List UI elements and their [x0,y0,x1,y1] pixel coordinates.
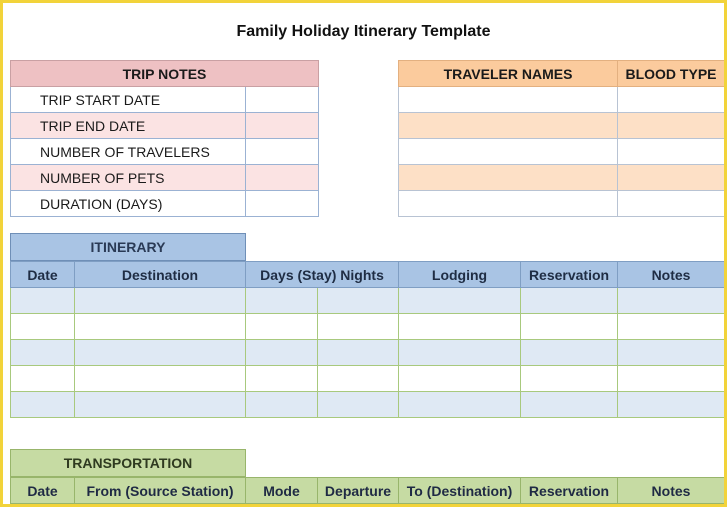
blood-type-cell[interactable] [618,165,725,191]
itinerary-cell[interactable] [618,288,725,314]
table-row [11,314,725,340]
itinerary-cell[interactable] [75,314,246,340]
itinerary-cell[interactable] [75,366,246,392]
itinerary-cell[interactable] [75,340,246,366]
itinerary-cell[interactable] [318,314,399,340]
trip-end-date-label: TRIP END DATE [11,113,246,139]
itinerary-cell[interactable] [618,392,725,418]
itinerary-col-reservation: Reservation [521,262,618,288]
itinerary-cell[interactable] [11,340,75,366]
itinerary-cell[interactable] [75,392,246,418]
number-of-pets-field[interactable] [246,165,319,191]
table-row [11,392,725,418]
itinerary-cell[interactable] [318,366,399,392]
itinerary-cell[interactable] [318,340,399,366]
itinerary-col-lodging: Lodging [399,262,521,288]
transport-col-to: To (Destination) [399,478,521,504]
traveler-name-cell[interactable] [399,87,618,113]
transport-col-reservation: Reservation [521,478,618,504]
transport-col-from: From (Source Station) [75,478,246,504]
itinerary-cell[interactable] [521,288,618,314]
number-of-travelers-label: NUMBER OF TRAVELERS [11,139,246,165]
table-row [11,366,725,392]
traveler-name-cell[interactable] [399,139,618,165]
itinerary-cell[interactable] [399,288,521,314]
transport-col-mode: Mode [246,478,318,504]
trip-end-date-field[interactable] [246,113,319,139]
duration-days-field[interactable] [246,191,319,217]
itinerary-cell[interactable] [11,366,75,392]
itinerary-col-date: Date [11,262,75,288]
traveler-name-cell[interactable] [399,191,618,217]
trip-start-date-label: TRIP START DATE [11,87,246,113]
itinerary-cell[interactable] [618,314,725,340]
itinerary-cell[interactable] [11,392,75,418]
itinerary-cell[interactable] [246,288,318,314]
blood-type-cell[interactable] [618,139,725,165]
itinerary-cell[interactable] [11,288,75,314]
transport-col-departure: Departure [318,478,399,504]
travelers-table [398,60,725,217]
itinerary-cell[interactable] [246,366,318,392]
table-row [11,288,725,314]
duration-days-label: DURATION (DAYS) [11,191,246,217]
table-row [11,340,725,366]
number-of-pets-label: NUMBER OF PETS [11,165,246,191]
itinerary-cell[interactable] [246,340,318,366]
itinerary-table [10,261,725,418]
trip-start-date-field[interactable] [246,87,319,113]
itinerary-cell[interactable] [399,340,521,366]
itinerary-cell[interactable] [521,340,618,366]
itinerary-cell[interactable] [618,366,725,392]
trip-notes-table [10,60,319,217]
transport-col-notes: Notes [618,478,725,504]
itinerary-title: ITINERARY [10,233,246,261]
blood-type-cell[interactable] [618,87,725,113]
trip-notes-header: TRIP NOTES [11,61,319,87]
itinerary-cell[interactable] [399,314,521,340]
transport-col-date: Date [11,478,75,504]
itinerary-cell[interactable] [521,314,618,340]
itinerary-cell[interactable] [318,392,399,418]
itinerary-cell[interactable] [399,392,521,418]
itinerary-cell[interactable] [618,340,725,366]
blood-type-cell[interactable] [618,191,725,217]
itinerary-cell[interactable] [399,366,521,392]
itinerary-cell[interactable] [521,366,618,392]
traveler-name-cell[interactable] [399,113,618,139]
itinerary-cell[interactable] [75,288,246,314]
itinerary-cell[interactable] [318,288,399,314]
itinerary-col-days-stay-nights: Days (Stay) Nights [246,262,399,288]
itinerary-cell[interactable] [11,314,75,340]
transportation-title: TRANSPORTATION [10,449,246,477]
transportation-table [10,477,725,504]
number-of-travelers-field[interactable] [246,139,319,165]
blood-type-header: BLOOD TYPE [618,61,725,87]
itinerary-cell[interactable] [521,392,618,418]
traveler-names-header: TRAVELER NAMES [399,61,618,87]
traveler-name-cell[interactable] [399,165,618,191]
itinerary-col-notes: Notes [618,262,725,288]
page-title: Family Holiday Itinerary Template [236,23,491,40]
itinerary-cell[interactable] [246,392,318,418]
itinerary-col-destination: Destination [75,262,246,288]
itinerary-cell[interactable] [246,314,318,340]
blood-type-cell[interactable] [618,113,725,139]
